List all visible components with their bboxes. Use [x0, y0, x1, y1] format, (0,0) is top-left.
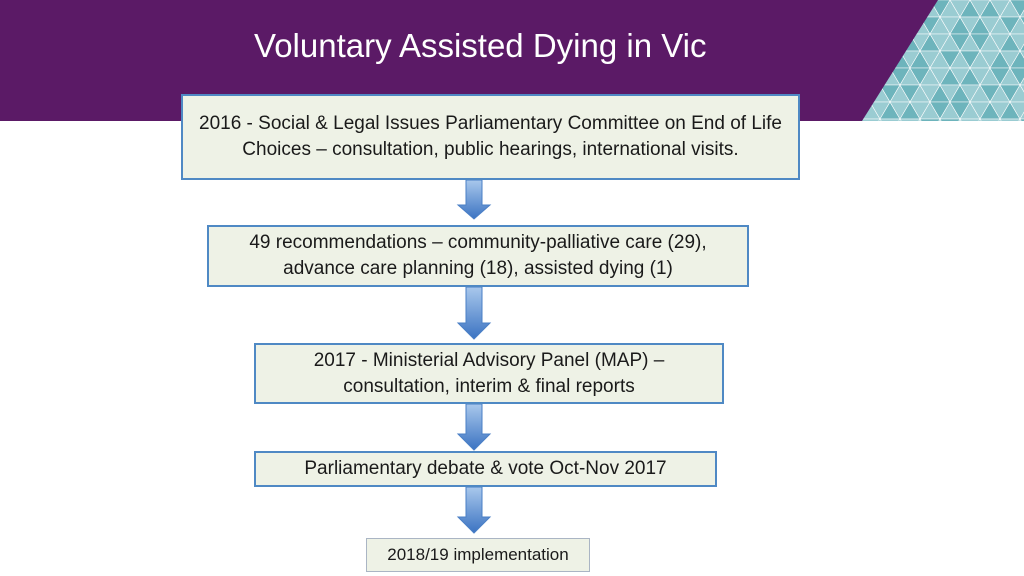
pattern-triangle: [830, 85, 850, 102]
pattern-triangle: [850, 51, 870, 68]
flow-step-text: 2016 - Social & Legal Issues Parliamentary Committee on End of Life Choices – consultation, public hearings, international visits.: [199, 113, 782, 160]
pattern-triangle: [900, 0, 920, 17]
pattern-triangle: [830, 34, 850, 51]
flow-step-text: 49 recommendations – community-palliative care (29), advance care planning (18), assisted dying (1): [249, 232, 707, 279]
flow-step-recommendations: [207, 225, 749, 287]
flow-step-implementation: [366, 538, 590, 572]
down-arrow-icon: [458, 287, 490, 339]
down-arrow-icon: [458, 404, 490, 450]
pattern-triangle: [850, 0, 870, 17]
flow-step-advisory-panel: [254, 343, 724, 404]
pattern-triangle: [840, 102, 860, 119]
pattern-triangle: [860, 51, 880, 68]
pattern-triangle: [840, 17, 860, 34]
pattern-triangle: [830, 119, 850, 121]
pattern-triangle: [850, 68, 870, 85]
down-arrow-icon: [458, 487, 490, 533]
pattern-triangle: [830, 17, 850, 34]
pattern-triangle: [820, 17, 840, 34]
pattern-triangle: [840, 0, 860, 17]
pattern-triangle: [820, 119, 840, 121]
pattern-triangle: [830, 102, 850, 119]
pattern-triangle: [840, 85, 860, 102]
pattern-triangle: [850, 17, 870, 34]
flow-step-text: 2017 - Ministerial Advisory Panel (MAP) – consultation, interim & final reports: [313, 349, 665, 397]
pattern-triangle: [830, 0, 850, 17]
pattern-triangle: [910, 0, 930, 17]
pattern-triangle: [870, 17, 890, 34]
pattern-triangle: [890, 17, 910, 34]
pattern-triangle: [880, 17, 900, 34]
down-arrow-icon: [458, 180, 490, 219]
pattern-triangle: [820, 85, 840, 102]
flow-step-text: 2018/19 implementation: [387, 545, 569, 564]
pattern-triangle: [900, 17, 920, 34]
pattern-triangle: [860, 17, 880, 34]
pattern-triangle: [980, 119, 1000, 121]
pattern-triangle: [860, 0, 880, 17]
pattern-triangle: [880, 0, 900, 17]
pattern-triangle: [960, 119, 980, 121]
pattern-triangle: [840, 34, 860, 51]
pattern-triangle: [850, 85, 870, 102]
flow-step-text: Parliamentary debate & vote Oct-Nov 2017: [304, 458, 667, 479]
slide-title: Voluntary Assisted Dying in Vic: [254, 27, 707, 64]
pattern-triangle: [940, 119, 960, 121]
pattern-triangle: [870, 34, 890, 51]
pattern-triangle: [830, 68, 850, 85]
flow-step-committee: [181, 94, 800, 180]
pattern-triangle: [860, 68, 880, 85]
pattern-triangle: [890, 0, 910, 17]
pattern-triangle: [890, 34, 910, 51]
pattern-triangle: [880, 119, 900, 121]
pattern-triangle: [870, 0, 890, 17]
pattern-triangle: [920, 119, 940, 121]
pattern-triangle: [850, 34, 870, 51]
pattern-triangle: [860, 119, 880, 121]
pattern-triangle: [820, 51, 840, 68]
pattern-triangle: [880, 34, 900, 51]
pattern-triangle: [830, 51, 850, 68]
pattern-triangle: [840, 68, 860, 85]
flow-step-parliamentary-debate: [254, 451, 717, 487]
pattern-triangle: [900, 119, 920, 121]
pattern-triangle: [860, 34, 880, 51]
pattern-triangle: [870, 51, 890, 68]
pattern-triangle: [840, 119, 860, 121]
pattern-triangle: [1000, 119, 1020, 121]
pattern-triangle: [840, 51, 860, 68]
